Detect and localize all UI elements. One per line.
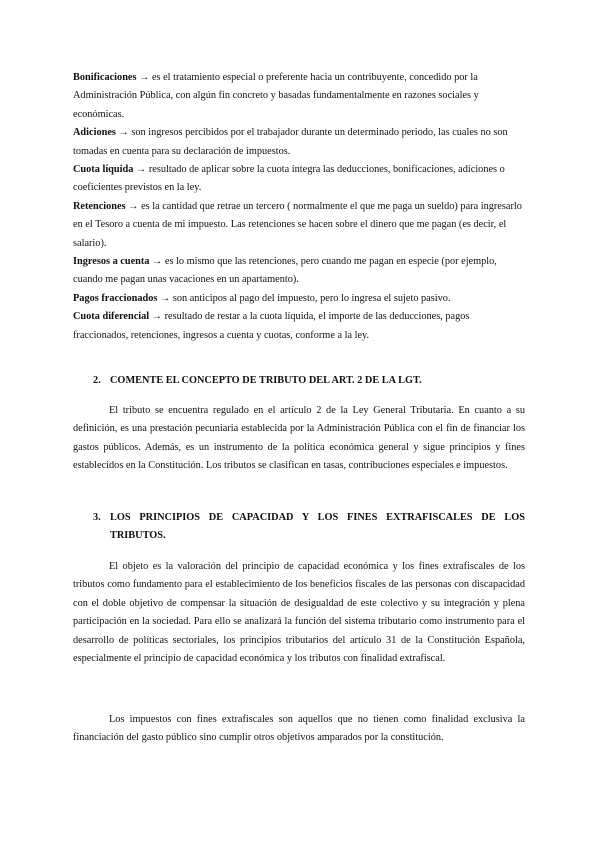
definition-term: Adiciones <box>73 127 116 139</box>
definition-term: Cuota líquida <box>73 164 134 176</box>
definition-text: → resultado de aplicar sobre la cuota íntegra las deducciones, bonificaciones, adiciones o coeficientes previstos en la ley. <box>73 164 505 194</box>
definition-term: Retenciones <box>73 200 126 212</box>
definition-retenciones <box>73 198 525 253</box>
definition-text: → es el tratamiento especial o preferente hacia un contribuyente, concedido por la Administración Pública, con algún fin concreto y basadas fundamentalmente en razones sociales y económicas. <box>73 72 479 120</box>
definition-text: → resultado de restar a la cuota líquida, el importe de las deducciones, pagos fraccionados, retenciones, ingresos a cuenta y cuotas, conforme a la ley. <box>73 311 470 341</box>
definition-term: Bonificaciones <box>73 72 137 83</box>
definitions-list <box>73 69 525 345</box>
section-2-paragraph: El tributo se encuentra regulado en el artículo 2 de la Ley General Tributaria. En cuanto a su definición, es una prestación pecuniaria establecida por la Administración Pública con el fin de financiar los gastos públicos. Además, es un instrumento de la política económica general y sigue principios y fines establecidos en la Constitución. Los tributos se clasifican en tasas, contribuciones especiales e impuestos. <box>73 405 525 472</box>
definition-cuota-liquida <box>73 161 525 198</box>
definition-adiciones <box>73 124 525 161</box>
definition-cuota-diferencial <box>73 308 525 345</box>
section-2-heading <box>93 372 525 390</box>
definition-bonificaciones <box>73 69 525 124</box>
definition-term: Ingresos a cuenta <box>73 256 150 268</box>
definition-text: → son anticipos al pago del impuesto, pero lo ingresa el sujeto pasivo. <box>157 292 451 304</box>
definition-text: → es lo mismo que las retenciones, pero cuando me pagan en especie (por ejemplo, cuando me pagan unas vacaciones en un apartamento). <box>73 256 497 286</box>
definition-ingresos-a-cuenta <box>73 253 525 290</box>
section-3-paragraph-1: El objeto es la valoración del principio de capacidad económica y los fines extrafiscales de los tributos como fundamento para el establecimiento de los beneficios fiscales de las personas con discapacidad con el doble objetivo de compensar la situación de desigualdad de este colectivo y su integración y plena participación en la sociedad. Para ello se analizará la función del sistema tributario como instrumento para el desarrollo de políticas sectoriales, los principios tributarios del artículo 31 de la Constitución Española, especialmente el principio de capacidad económica y los tributos con finalidad extrafiscal. <box>73 561 525 665</box>
section-3-heading <box>93 509 525 546</box>
section-3-paragraph-2: Los impuestos con fines extrafiscales son aquellos que no tienen como finalidad exclusiva la financiación del gasto público sino cumplir otros objetivos amparados por la constitución. <box>73 714 525 744</box>
section-title: LOS PRINCIPIOS DE CAPACIDAD Y LOS FINES EXTRAFISCALES DE LOS TRIBUTOS. <box>110 512 525 542</box>
definition-text: → son ingresos percibidos por el trabajador durante un determinado periodo, las cuales no son tomadas en cuenta para su declaración de impuestos. <box>73 127 508 157</box>
definition-text: → es la cantidad que retrae un tercero ( normalmente el que me paga un sueldo) para ingresarlo en el Tesoro a cuenta de mi impuesto. Las retenciones se hacen sobre el dinero que me pagan (es decir, el salario). <box>73 200 522 249</box>
definition-term: Pagos fraccionados <box>73 292 158 304</box>
section-number: 2. <box>93 375 101 386</box>
section-number: 3. <box>93 512 101 523</box>
definition-term: Cuota diferencial <box>73 311 150 323</box>
definition-pagos-fraccionados <box>73 290 525 308</box>
section-title: COMENTE EL CONCEPTO DE TRIBUTO DEL ART. 2 DE LA LGT. <box>110 375 422 386</box>
